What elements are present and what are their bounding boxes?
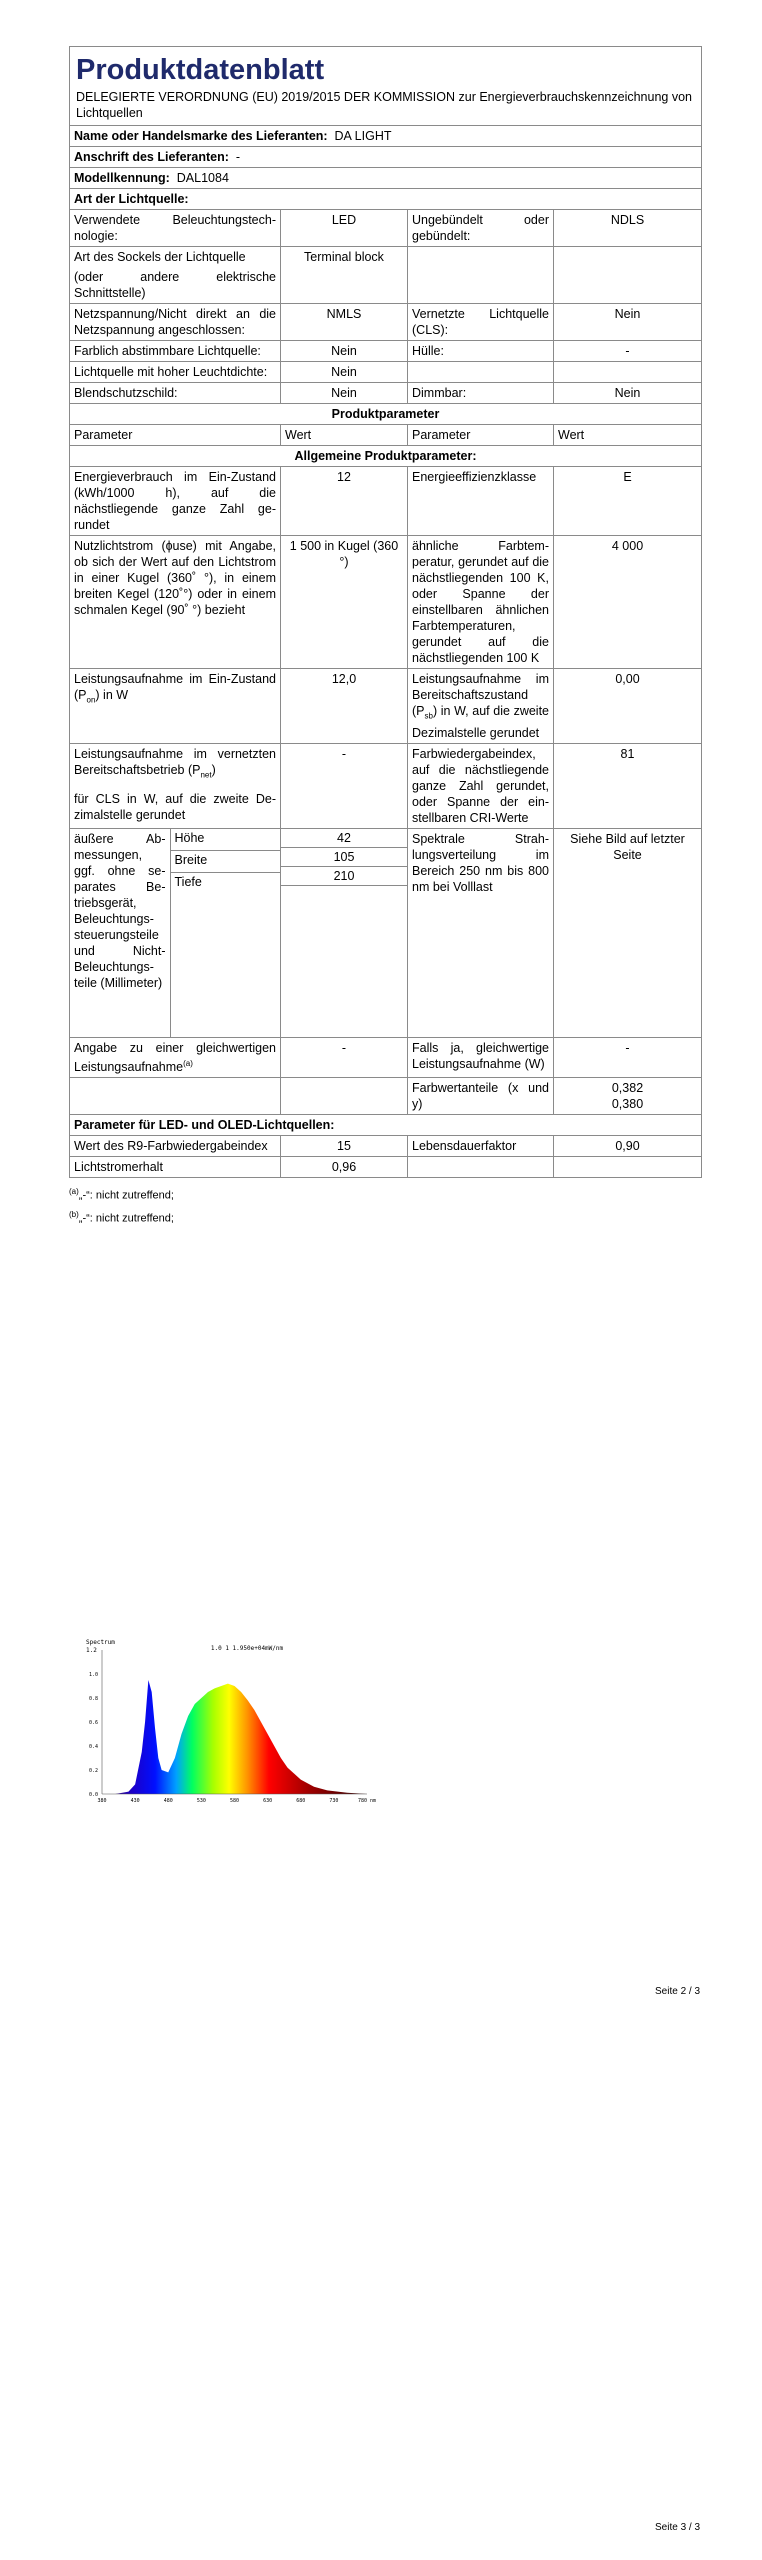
r9-label: Wert des R9-Farbwiedergabeindex	[70, 1135, 281, 1156]
flux-value: 1 500 in Kugel (360 °)	[281, 536, 408, 669]
table-row	[70, 1135, 702, 1156]
supplier-name-label: Name oder Handelsmarke des Lieferanten:	[74, 129, 328, 143]
page-subtitle: DELEGIERTE VERORDNUNG (EU) 2019/2015 DER KOMMISSION zur Energieverbrauchskennzeichnung von Lichtquellen	[76, 90, 692, 120]
y-tick-label: 0.8	[88, 1696, 98, 1702]
y-tick-label: 0.4	[88, 1744, 98, 1750]
directional-value: NDLS	[554, 210, 702, 247]
height-value: 42	[281, 829, 407, 848]
width-label: Breite	[170, 850, 280, 872]
type-heading: Art der Lichtquelle:	[70, 189, 702, 210]
directional-label: Ungebündelt oder gebündelt:	[408, 210, 554, 247]
glare-label: Blendschutzschild:	[70, 383, 281, 404]
dimmable-value: Nein	[554, 383, 702, 404]
survival-factor-label: Lebensdauerfaktor	[408, 1135, 554, 1156]
cri-label: Farbwiedergabeindex, auf die nächstliegende ganze Zahl gerundet, oder Spanne der einstellbaren CRI-Werte	[408, 743, 554, 828]
socket-label-b: (oder andere elektrische Schnittstelle)	[74, 270, 276, 300]
equivalent-power-label	[70, 1037, 281, 1077]
footnote-b-mark: (b)	[69, 1210, 79, 1220]
col-param-header: Parameter	[408, 425, 554, 446]
y-tick-label: 1.0	[88, 1672, 98, 1678]
table-row	[70, 1077, 702, 1114]
dimensions-values-cell	[281, 828, 408, 1037]
supplier-address-value: -	[235, 150, 241, 164]
chart-y-top: 1.2	[86, 1647, 97, 1654]
mains-value: NMLS	[281, 304, 408, 341]
x-tick-label: 430	[130, 1798, 140, 1804]
footnote-b	[69, 1205, 701, 1229]
socket-label-a: Art des Sockels der Lichtquelle	[74, 250, 246, 264]
mains-label: Netzspannung/Nicht direkt an die Netzspannung angeschlossen:	[70, 304, 281, 341]
cls-label: Vernetzte Lichtquelle (CLS):	[408, 304, 554, 341]
table-row	[70, 210, 702, 247]
equivalent-watts-label: Falls ja, gleichwertige Leistungsaufnahme (W)	[408, 1037, 554, 1077]
footnote-ref-a: (a)	[183, 1058, 193, 1068]
empty-cell	[281, 1077, 408, 1114]
footnote-b-text: „-“: nicht zutreffend;	[78, 1212, 174, 1225]
footnote-a-mark: (a)	[69, 1186, 79, 1196]
x-axis-ticks	[97, 1798, 376, 1804]
y-tick-label: 0.2	[88, 1768, 98, 1774]
pnet-label-close: )	[211, 762, 216, 777]
footnote-a-text: „-“: nicht zutreffend;	[78, 1189, 174, 1202]
equivalent-watts-value: -	[554, 1037, 702, 1077]
chromaticity-label: Farbwertanteile (x und y)	[408, 1077, 554, 1114]
envelope-value: -	[554, 341, 702, 362]
lumen-maintenance-label: Lichtstromerhalt	[70, 1156, 281, 1177]
x-tick-label: 480	[163, 1798, 173, 1804]
psb-sub: sb	[424, 711, 433, 721]
footnote-a	[69, 1182, 701, 1206]
x-tick-label: 780 nm	[357, 1798, 377, 1804]
pnet-sub: net	[200, 770, 212, 779]
pon-value: 12,0	[281, 669, 408, 744]
spectrum-label: Spektrale Strahlungsverteilung im Bereich 250 nm bis 800 nm bei Volllast	[408, 828, 554, 1037]
tunable-value: Nein	[281, 341, 408, 362]
chromaticity-value	[554, 1077, 702, 1114]
efficiency-class-value: E	[554, 467, 702, 536]
supplier-address-row	[70, 147, 702, 168]
model-value: DAL1084	[176, 171, 229, 185]
table-row	[70, 383, 702, 404]
energy-value: 12	[281, 467, 408, 536]
chart-title: 1.0 1 1.950e+04mW/nm	[210, 1645, 284, 1652]
datasheet-table	[69, 46, 702, 1178]
col-value-header: Wert	[554, 425, 702, 446]
chromaticity-y: 0,380	[611, 1096, 644, 1111]
spectrum-chart	[72, 1636, 382, 1816]
empty-cell	[554, 1156, 702, 1177]
width-value: 105	[281, 847, 407, 866]
pon-label-text: Leistungsaufnahme im Ein-Zustand (P	[74, 672, 276, 702]
high-luminance-label: Lichtquelle mit hoher Leuchtdichte:	[70, 362, 281, 383]
energy-label: Energieverbrauch im Ein-Zustand (kWh/1000 h), auf die nächstliegende ganze Zahl gerundet	[70, 467, 281, 536]
empty-cell	[408, 1156, 554, 1177]
model-row	[70, 168, 702, 189]
cct-label: ähnliche Farbtemperatur, gerundet auf die nächstliegenden 100 K, oder Spanne der einstellbaren ähnlichen Farbtemperaturen, gerundet auf die nächstliegenden 100 K	[408, 536, 554, 669]
x-tick-label: 730	[329, 1798, 339, 1804]
table-row	[70, 828, 702, 1037]
psb-label	[408, 669, 554, 744]
tunable-label: Farblich abstimmbare Lichtquelle:	[70, 341, 281, 362]
envelope-label: Hülle:	[408, 341, 554, 362]
lumen-maintenance-value: 0,96	[281, 1156, 408, 1177]
table-row	[70, 743, 702, 828]
high-luminance-value: Nein	[281, 362, 408, 383]
glare-value: Nein	[281, 383, 408, 404]
cls-value: Nein	[554, 304, 702, 341]
pnet-label-text: Leistungsaufnahme im vernetzten Bereitschaftsbetrieb (P	[74, 746, 276, 777]
pnet-label-note: für CLS in W, auf die zweite Dezimalstelle gerundet	[74, 792, 276, 822]
psb-value: 0,00	[554, 669, 702, 744]
depth-value: 210	[281, 866, 407, 885]
empty-cell	[70, 1077, 281, 1114]
table-row	[70, 304, 702, 341]
empty-cell	[170, 895, 280, 1037]
general-params-heading: Allgemeine Produktparameter:	[70, 446, 702, 467]
dimensions-cell	[70, 828, 281, 1037]
cct-value: 4 000	[554, 536, 702, 669]
efficiency-class-label: Energieeffizienzklasse	[408, 467, 554, 536]
x-tick-label: 380	[97, 1798, 107, 1804]
psb-label-text: Leistungsaufnahme im Bereitschaftszustand (P	[412, 672, 549, 718]
dimensions-subtable	[70, 829, 280, 1037]
table-row	[70, 362, 702, 383]
led-params-heading: Parameter für LED- und OLED-Lichtquellen:	[70, 1114, 702, 1135]
product-datasheet	[69, 46, 701, 1229]
dimmable-label: Dimmbar:	[408, 383, 554, 404]
col-value-header: Wert	[281, 425, 408, 446]
chromaticity-x: 0,382	[611, 1080, 644, 1095]
x-tick-label: 580	[229, 1798, 240, 1804]
technology-value: LED	[281, 210, 408, 247]
empty-cell	[408, 247, 554, 304]
dimensions-label: äußere Abmessungen, ggf. ohne separates Betriebsgerät, Beleuchtungssteuerungsteile und Nicht-Beleuchtungsteile (Millimeter)	[70, 829, 170, 1037]
x-tick-label: 630	[263, 1798, 273, 1804]
y-axis-ticks	[89, 1672, 98, 1798]
supplier-address-label: Anschrift des Lieferanten:	[74, 150, 229, 164]
supplier-name-row	[70, 126, 702, 147]
pnet-label	[70, 743, 281, 828]
table-row	[70, 341, 702, 362]
x-tick-label: 530	[196, 1798, 206, 1804]
col-param-header: Parameter	[70, 425, 281, 446]
equivalent-power-value: -	[281, 1037, 408, 1077]
survival-factor-value: 0,90	[554, 1135, 702, 1156]
technology-label: Verwendete Beleuchtungstechnologie:	[70, 210, 281, 247]
psb-label-unit: ) in W, auf die zweite Dezimalstelle gerundet	[412, 704, 549, 740]
pnet-value: -	[281, 743, 408, 828]
spectrum-area	[102, 1680, 367, 1794]
page-number-3: Seite 3 / 3	[655, 2522, 701, 2533]
spectrum-value: Siehe Bild auf letzter Seite	[554, 828, 702, 1037]
pon-sub: on	[86, 695, 96, 705]
y-tick-label: 0.6	[88, 1720, 98, 1726]
page-title: Produktdatenblatt	[76, 54, 325, 86]
height-label: Höhe	[170, 829, 280, 851]
table-row	[70, 247, 702, 304]
pon-label	[70, 669, 281, 744]
table-row	[70, 1037, 702, 1077]
model-label: Modellkennung:	[74, 171, 170, 185]
table-row	[70, 467, 702, 536]
depth-label: Tiefe	[170, 873, 280, 895]
dimensions-values	[281, 829, 407, 886]
r9-value: 15	[281, 1135, 408, 1156]
column-header-row	[70, 425, 702, 446]
table-row	[70, 536, 702, 669]
pon-label-unit: ) in W	[95, 688, 129, 702]
page-number-2: Seite 2 / 3	[655, 1986, 701, 1997]
empty-cell	[408, 362, 554, 383]
empty-cell	[554, 247, 702, 304]
footnotes	[69, 1182, 701, 1229]
equivalent-power-text: Angabe zu einer gleichwertigen Leistungsaufnahme	[74, 1040, 276, 1074]
y-tick-label: 0.0	[88, 1792, 98, 1798]
table-row	[70, 669, 702, 744]
empty-cell	[554, 362, 702, 383]
chart-ylabel: Spectrum	[86, 1639, 115, 1646]
socket-value: Terminal block	[281, 247, 408, 304]
socket-label	[70, 247, 281, 304]
cri-value: 81	[554, 743, 702, 828]
supplier-name-value: DA LIGHT	[334, 129, 392, 143]
table-row	[70, 1156, 702, 1177]
x-tick-label: 680	[296, 1798, 306, 1804]
flux-label: Nutzlichtstrom (ɸuse) mit Angabe, ob sich der Wert auf den Lichtstrom in einer Kugel (360˚ °), in einem breiten Kegel (120˚°) oder in einem schmalen Kegel (90˚ °) bezieht	[70, 536, 281, 669]
product-params-heading: Produktparameter	[70, 404, 702, 425]
